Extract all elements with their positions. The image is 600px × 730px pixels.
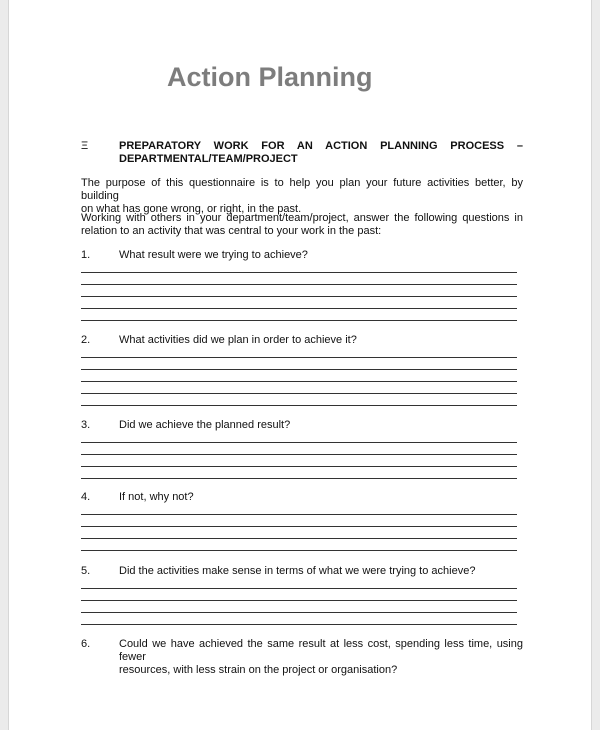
intro-paragraph <box>81 177 523 216</box>
answer-line[interactable] <box>81 624 517 625</box>
question-1-text: What result were we trying to achieve? <box>119 249 308 261</box>
section-heading-line2: DEPARTMENTAL/TEAM/PROJECT <box>119 153 298 165</box>
question-1-number: 1. <box>81 249 91 261</box>
answer-line[interactable] <box>81 442 517 443</box>
answer-line[interactable] <box>81 612 517 613</box>
answer-line[interactable] <box>81 550 517 551</box>
question-2-text: What activities did we plan in order to achieve it? <box>119 334 357 346</box>
answer-line[interactable] <box>81 538 517 539</box>
question-5-number: 5. <box>81 565 91 577</box>
question-6-text <box>119 638 523 677</box>
instruction-line1: Working with others in your department/team/project, answer the following questions in <box>81 212 523 224</box>
answer-line[interactable] <box>81 272 517 273</box>
answer-line[interactable] <box>81 526 517 527</box>
answer-line[interactable] <box>81 514 517 515</box>
question-4-text: If not, why not? <box>119 491 194 503</box>
answer-line[interactable] <box>81 588 517 589</box>
answer-line[interactable] <box>81 478 517 479</box>
answer-line[interactable] <box>81 284 517 285</box>
question-6-line2: resources, with less strain on the project or organisation? <box>119 664 398 676</box>
section-bullet: Ξ <box>81 140 89 152</box>
intro-line2: on what has gone wrong, or right, in the past. <box>81 203 302 215</box>
answer-line[interactable] <box>81 381 517 382</box>
intro-line1: The purpose of this questionnaire is to help you plan your future activities better, by building <box>81 177 523 202</box>
section-heading <box>119 140 523 166</box>
instruction-paragraph <box>81 212 523 238</box>
question-4-number: 4. <box>81 491 91 503</box>
answer-line[interactable] <box>81 308 517 309</box>
question-2-number: 2. <box>81 334 91 346</box>
answer-line[interactable] <box>81 600 517 601</box>
instruction-line2: relation to an activity that was central to your work in the past: <box>81 225 382 237</box>
answer-line[interactable] <box>81 296 517 297</box>
page-title: Action Planning <box>167 62 373 92</box>
document-page <box>8 0 592 730</box>
answer-line[interactable] <box>81 393 517 394</box>
answer-line[interactable] <box>81 320 517 321</box>
answer-line[interactable] <box>81 357 517 358</box>
question-6-line1: Could we have achieved the same result at less cost, spending less time, using fewer <box>119 638 523 663</box>
question-3-number: 3. <box>81 419 91 431</box>
question-3-text: Did we achieve the planned result? <box>119 419 291 431</box>
answer-line[interactable] <box>81 405 517 406</box>
question-5-text: Did the activities make sense in terms of what we were trying to achieve? <box>119 565 476 577</box>
answer-line[interactable] <box>81 454 517 455</box>
section-heading-line1: PREPARATORY WORK FOR AN ACTION PLANNING PROCESS – <box>119 140 523 152</box>
answer-line[interactable] <box>81 369 517 370</box>
question-6-number: 6. <box>81 638 91 650</box>
answer-line[interactable] <box>81 466 517 467</box>
